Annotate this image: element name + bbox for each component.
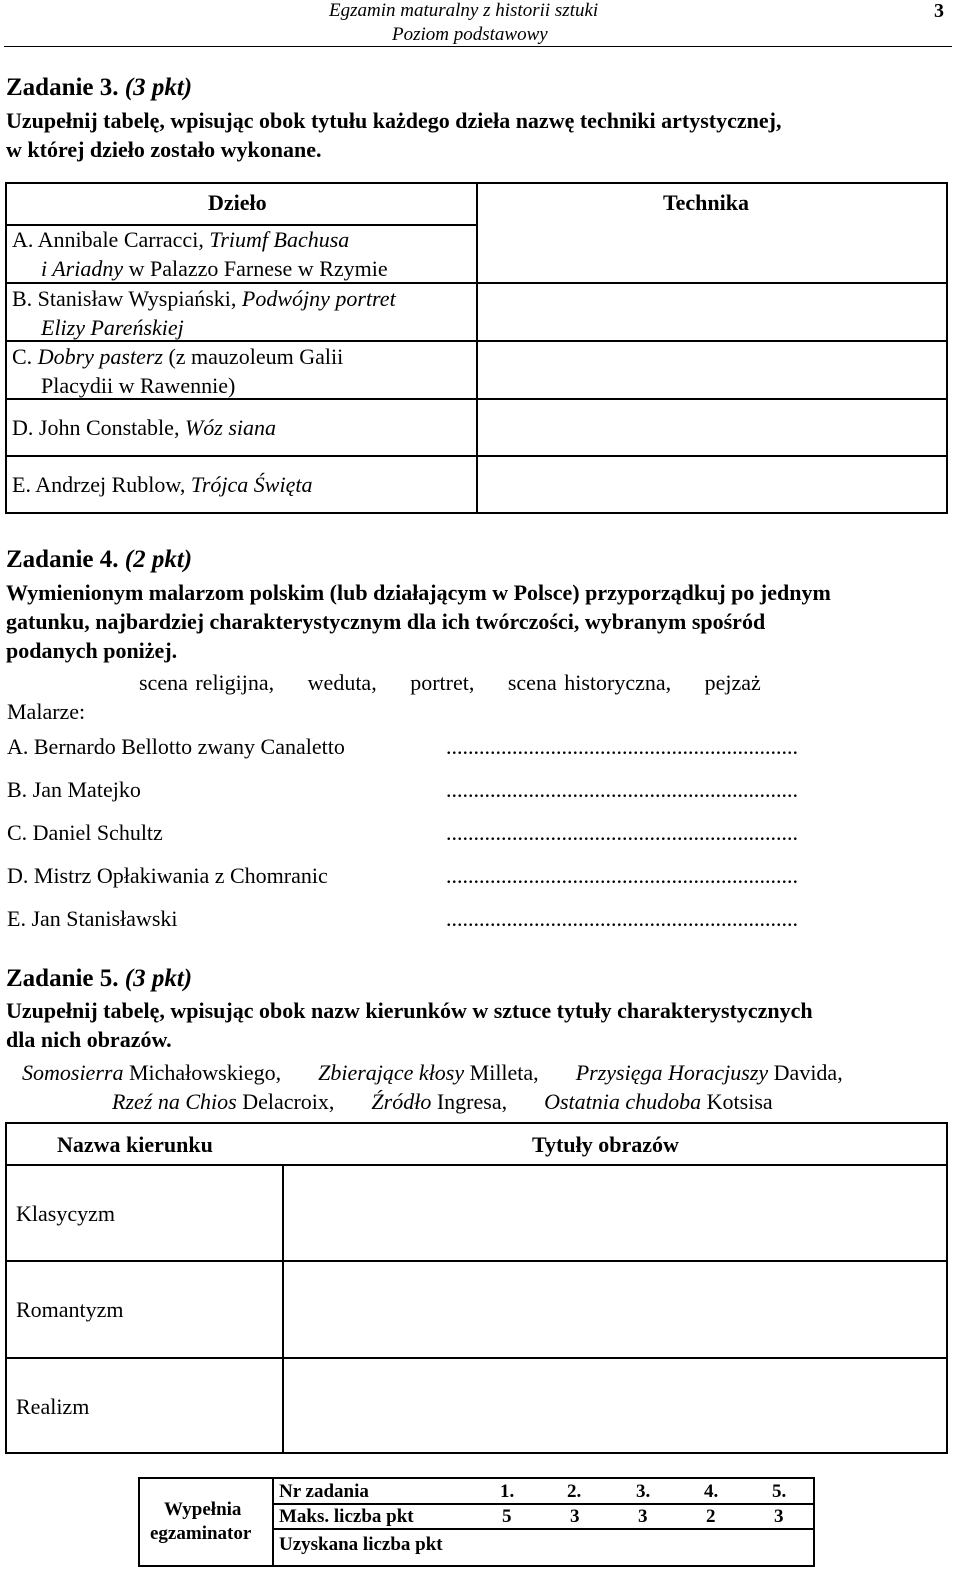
genre-option: scena religijna,	[139, 670, 275, 695]
painting-author: Michałowskiego,	[123, 1060, 282, 1085]
paintings-list-line2	[112, 1089, 773, 1115]
work-a-line2	[41, 254, 388, 283]
col-header-technique: Technika	[663, 190, 750, 215]
task3-heading	[6, 74, 192, 102]
table-divider	[7, 1357, 946, 1359]
exam-title: Egzamin maturalny z historii sztuki	[329, 0, 599, 21]
col-header-direction: Nazwa kierunku	[57, 1132, 213, 1157]
genre-option: pejzaż	[704, 670, 761, 695]
task3-instruction-line2: w której dzieło zostało wykonane.	[6, 137, 322, 162]
painter-b-answer[interactable]: ................................................................	[446, 777, 798, 802]
max-points: 3	[774, 1506, 784, 1527]
page-number: 3	[934, 0, 944, 22]
task4-points: (2 pkt)	[124, 546, 193, 573]
task-number: 2.	[567, 1481, 582, 1502]
painting-title: Źródło	[371, 1089, 432, 1114]
task4-instruction-line1: Wymienionym malarzom polskim (lub działającym w Polsce) przyporządkuj po jednym	[6, 580, 831, 605]
work-e-author: E. Andrzej Rublow,	[12, 472, 191, 497]
work-a-location: w Palazzo Farnese w Rzymie	[123, 256, 388, 281]
painting-author: Delacroix,	[236, 1089, 335, 1114]
obtained-points-answer[interactable]	[480, 1530, 813, 1565]
work-a-title-cont: i Ariadny	[41, 256, 124, 281]
work-b-author: B. Stanisław Wyspiański,	[12, 286, 242, 311]
max-points-label: Maks. liczba pkt	[279, 1506, 414, 1527]
genre-option: weduta,	[307, 670, 377, 695]
exam-level: Poziom podstawowy	[392, 24, 548, 45]
work-b-line2	[41, 313, 184, 342]
table-divider	[272, 1503, 813, 1505]
technique-d-answer[interactable]	[482, 400, 944, 453]
task5-title: Zadanie 5.	[6, 965, 119, 992]
painter-e-answer[interactable]: ................................................................	[446, 906, 798, 931]
painter-d-answer[interactable]: ................................................................	[446, 863, 798, 888]
painting-author: Kotsisa	[701, 1089, 773, 1114]
genre-option: scena historyczna,	[507, 670, 672, 695]
classicism-titles-answer[interactable]	[289, 1168, 944, 1258]
technique-c-answer[interactable]	[482, 342, 944, 396]
table-divider	[272, 1479, 274, 1565]
technique-b-answer[interactable]	[482, 284, 944, 338]
task5-instruction-line1: Uzupełnij tabelę, wpisując obok nazw kierunków w sztuce tytuły charakterystycznych	[6, 998, 813, 1023]
work-e-title: Trójca Święta	[190, 472, 313, 497]
painting-author: Ingresa,	[431, 1089, 508, 1114]
task5-heading	[6, 965, 192, 993]
col-header-titles: Tytuły obrazów	[532, 1132, 679, 1157]
genre-list	[139, 670, 787, 696]
table-divider	[476, 184, 478, 512]
task5-table	[5, 1122, 948, 1454]
work-e	[12, 470, 312, 499]
work-a-title: Triumf Bachusa	[209, 227, 350, 252]
task-number: 4.	[704, 1481, 719, 1502]
technique-e-answer[interactable]	[482, 457, 944, 512]
work-c-title: Dobry pasterz	[37, 344, 163, 369]
painters-label: Malarze:	[7, 699, 86, 724]
painter-a: A. Bernardo Bellotto zwany Canaletto	[7, 734, 345, 759]
task-number: 5.	[772, 1481, 787, 1502]
work-c	[12, 342, 343, 371]
work-d	[12, 413, 276, 442]
painting-title: Ostatnia chudoba	[544, 1089, 702, 1114]
task-number-label: Nr zadania	[279, 1481, 369, 1502]
work-d-author: D. John Constable,	[12, 415, 185, 440]
work-c-prefix: C.	[12, 344, 38, 369]
task3-table	[5, 182, 948, 514]
technique-a-answer[interactable]	[482, 226, 944, 280]
max-points: 3	[638, 1506, 648, 1527]
work-a	[12, 225, 349, 254]
painter-e: E. Jan Stanisławski	[7, 906, 178, 931]
max-points: 5	[502, 1506, 512, 1527]
table-divider	[7, 1164, 946, 1166]
painting-title: Rzeź na Chios	[112, 1089, 237, 1114]
direction-romanticism: Romantyzm	[16, 1297, 124, 1322]
max-points: 3	[570, 1506, 580, 1527]
obtained-points-label: Uzyskana liczba pkt	[279, 1534, 443, 1555]
painting-title: Przysięga Horacjuszy	[575, 1060, 769, 1085]
col-header-work: Dzieło	[208, 190, 267, 215]
painting-author: Milleta,	[464, 1060, 539, 1085]
task3-points: (3 pkt)	[124, 74, 193, 101]
task3-title: Zadanie 3.	[6, 74, 119, 101]
task5-instruction-line2: dla nich obrazów.	[6, 1027, 172, 1052]
work-b	[12, 284, 396, 313]
task5-points: (3 pkt)	[124, 965, 193, 992]
painting-title: Somosierra	[22, 1060, 124, 1085]
painter-b: B. Jan Matejko	[7, 777, 141, 802]
task4-instruction-line2: gatunku, najbardziej charakterystycznym dla ich twórczości, wybranym spośród	[6, 609, 766, 634]
paintings-list-line1	[22, 1060, 843, 1086]
filled-by-label-1: Wypełnia	[164, 1499, 242, 1520]
task-number: 1.	[500, 1481, 515, 1502]
scoring-table	[138, 1477, 815, 1567]
work-a-author: A. Annibale Carracci,	[12, 227, 210, 252]
task3-instruction-line1: Uzupełnij tabelę, wpisując obok tytułu każdego dzieła nazwę techniki artystycznej,	[6, 108, 782, 133]
table-divider	[7, 1260, 946, 1262]
work-d-title: Wóz siana	[184, 415, 277, 440]
max-points: 2	[706, 1506, 716, 1527]
painter-c: C. Daniel Schultz	[7, 820, 163, 845]
romanticism-titles-answer[interactable]	[289, 1264, 944, 1354]
task4-title: Zadanie 4.	[6, 546, 119, 573]
work-b-title: Podwójny portret	[241, 286, 396, 311]
direction-classicism: Klasycyzm	[16, 1201, 115, 1226]
painter-c-answer[interactable]: ................................................................	[446, 820, 798, 845]
task4-heading	[6, 546, 192, 574]
painting-author: Davida,	[768, 1060, 843, 1085]
filled-by-label-2: egzaminator	[150, 1523, 252, 1544]
work-c-line2: Placydii w Rawennie)	[41, 373, 236, 398]
work-b-title-cont: Elizy Pareńskiej	[41, 315, 184, 340]
painter-a-answer[interactable]: ................................................................	[446, 734, 798, 759]
header-divider	[4, 46, 952, 47]
table-divider	[282, 1164, 284, 1452]
realism-titles-answer[interactable]	[289, 1361, 944, 1451]
painter-d: D. Mistrz Opłakiwania z Chomranic	[7, 863, 328, 888]
task-number: 3.	[636, 1481, 651, 1502]
work-c-location: (z mauzoleum Galii	[162, 344, 344, 369]
direction-realism: Realizm	[16, 1394, 90, 1419]
task4-instruction-line3: podanych poniżej.	[6, 638, 178, 663]
genre-option: portret,	[410, 670, 475, 695]
painting-title: Zbierające kłosy	[318, 1060, 465, 1085]
